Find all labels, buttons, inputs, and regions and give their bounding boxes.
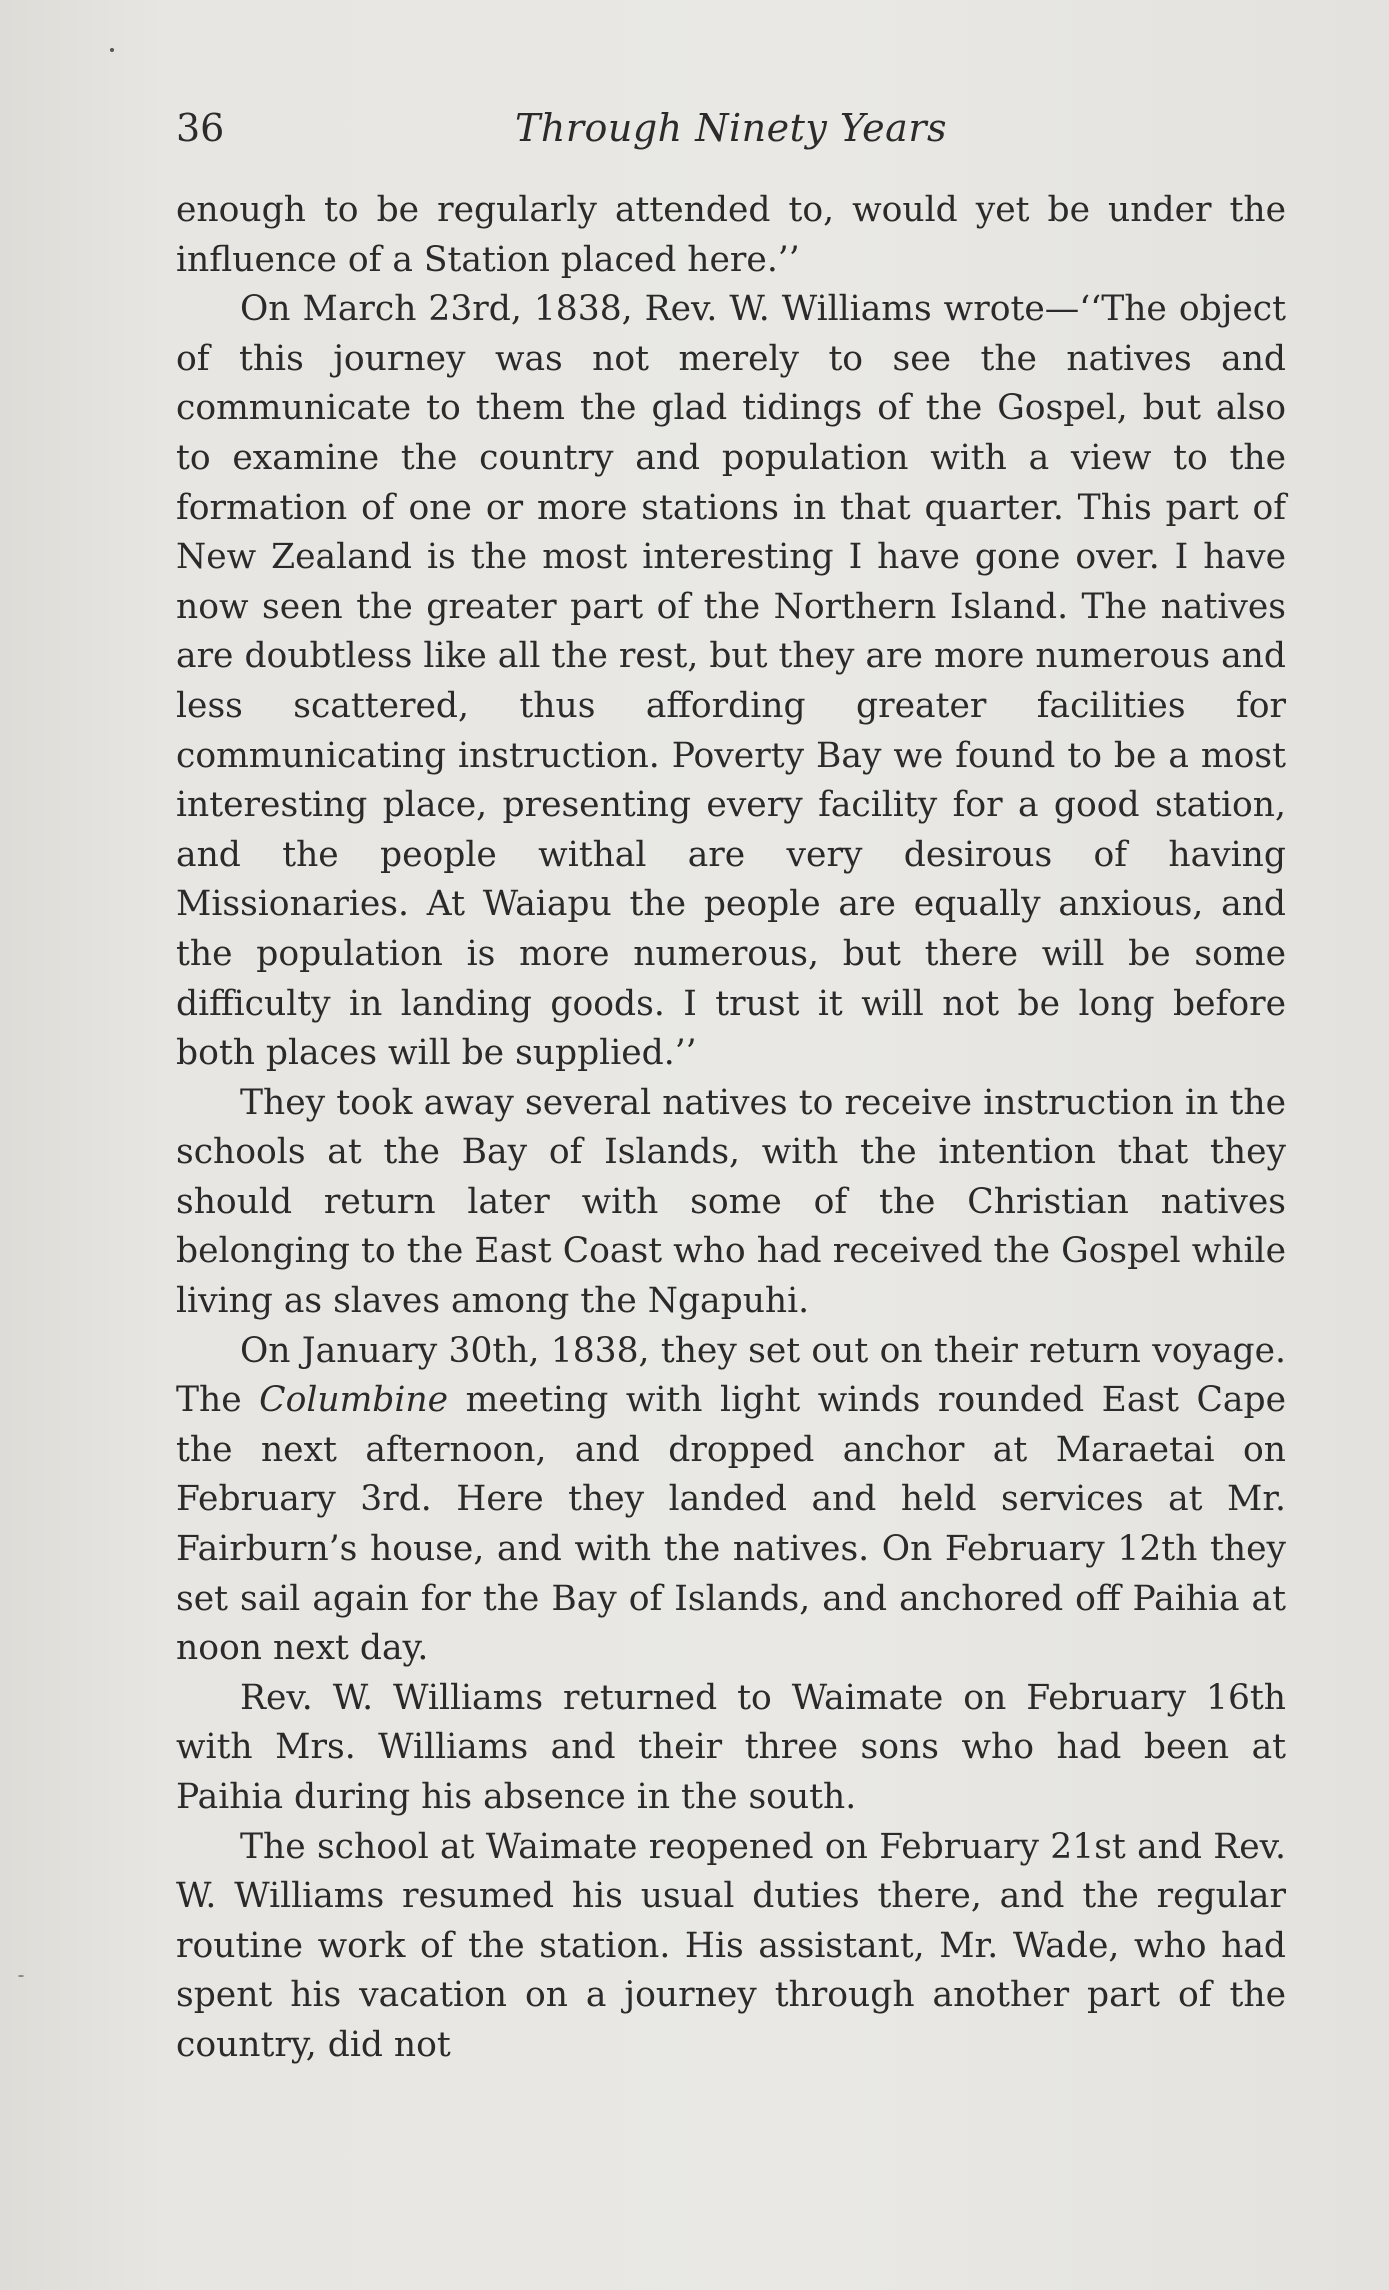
paragraph xyxy=(176,1823,1286,2071)
paragraph-text: They took away several natives to receive instruction in the schools at the Bay of Islands, with the intention that they should return later with some of the Christian natives belonging to the East Coast who had received the Gospel while living as slaves among the Ngapuhi. xyxy=(176,1082,1286,1322)
paragraph-text: On March 23rd, 1838, Rev. W. Williams wrote—‘‘The object of this journey was not merely to see the natives and communicate to them the glad tidings of the Gospel, but also to examine the country and population with a view to the formation of one or more stations in that quarter. This part of New Zealand is the most interesting I have gone over. I have now seen the greater part of the Northern Island. The natives are doubtless like all the rest, but they are more numerous and less scattered, thus affording greater facilities for communicating instruction. Poverty Bay we found to be a most interesting place, presenting every facility for a good station, and the people withal are very desirous of having Missionaries. At Waiapu the people are equally anxious, and the population is more numerous, but there will be some difficulty in landing goods. I trust it will not be long before both places will be supplied.’’ xyxy=(176,289,1286,1074)
paragraph-text: enough to be regularly attended to, would yet be under the influence of a Station placed here.’’ xyxy=(176,190,1286,280)
dust-speck xyxy=(18,1975,24,1977)
running-title: Through Ninety Years xyxy=(515,106,947,150)
paragraph-text: Rev. W. Williams returned to Waimate on February 16th with Mrs. Williams and their three sons who had been at Paihia during his absence in the south. xyxy=(176,1677,1286,1817)
paragraph xyxy=(176,285,1286,1079)
paragraph xyxy=(176,1327,1286,1674)
paragraph-text: The school at Waimate reopened on February 21st and Rev. W. Williams resumed his usual duties there, and the regular routine work of the station. His assistant, Mr. Wade, who had spent his vacation on a journey through another part of the country, did not xyxy=(176,1826,1286,2065)
page-header xyxy=(176,100,1286,160)
paragraph xyxy=(176,1079,1286,1327)
paragraph xyxy=(176,1674,1286,1823)
paragraph-text: meeting with light winds rounded East Cape the next afternoon, and dropped anchor at Maraetai on February 3rd. Here they landed and held services at Mr. Fairburn’s house, and with the natives. On February 12th they set sail again for the Bay of Islands, and anchored off Paihia at noon next day. xyxy=(176,1380,1286,1669)
paragraph-text: On January 30th, 1838, they set out on their return voyage. The xyxy=(176,1330,1286,1421)
ship-name-italic: Columbine xyxy=(259,1380,449,1421)
page-number: 36 xyxy=(176,106,225,150)
dust-speck xyxy=(110,48,114,52)
paragraph xyxy=(176,186,1286,285)
body-text xyxy=(176,186,1286,2071)
